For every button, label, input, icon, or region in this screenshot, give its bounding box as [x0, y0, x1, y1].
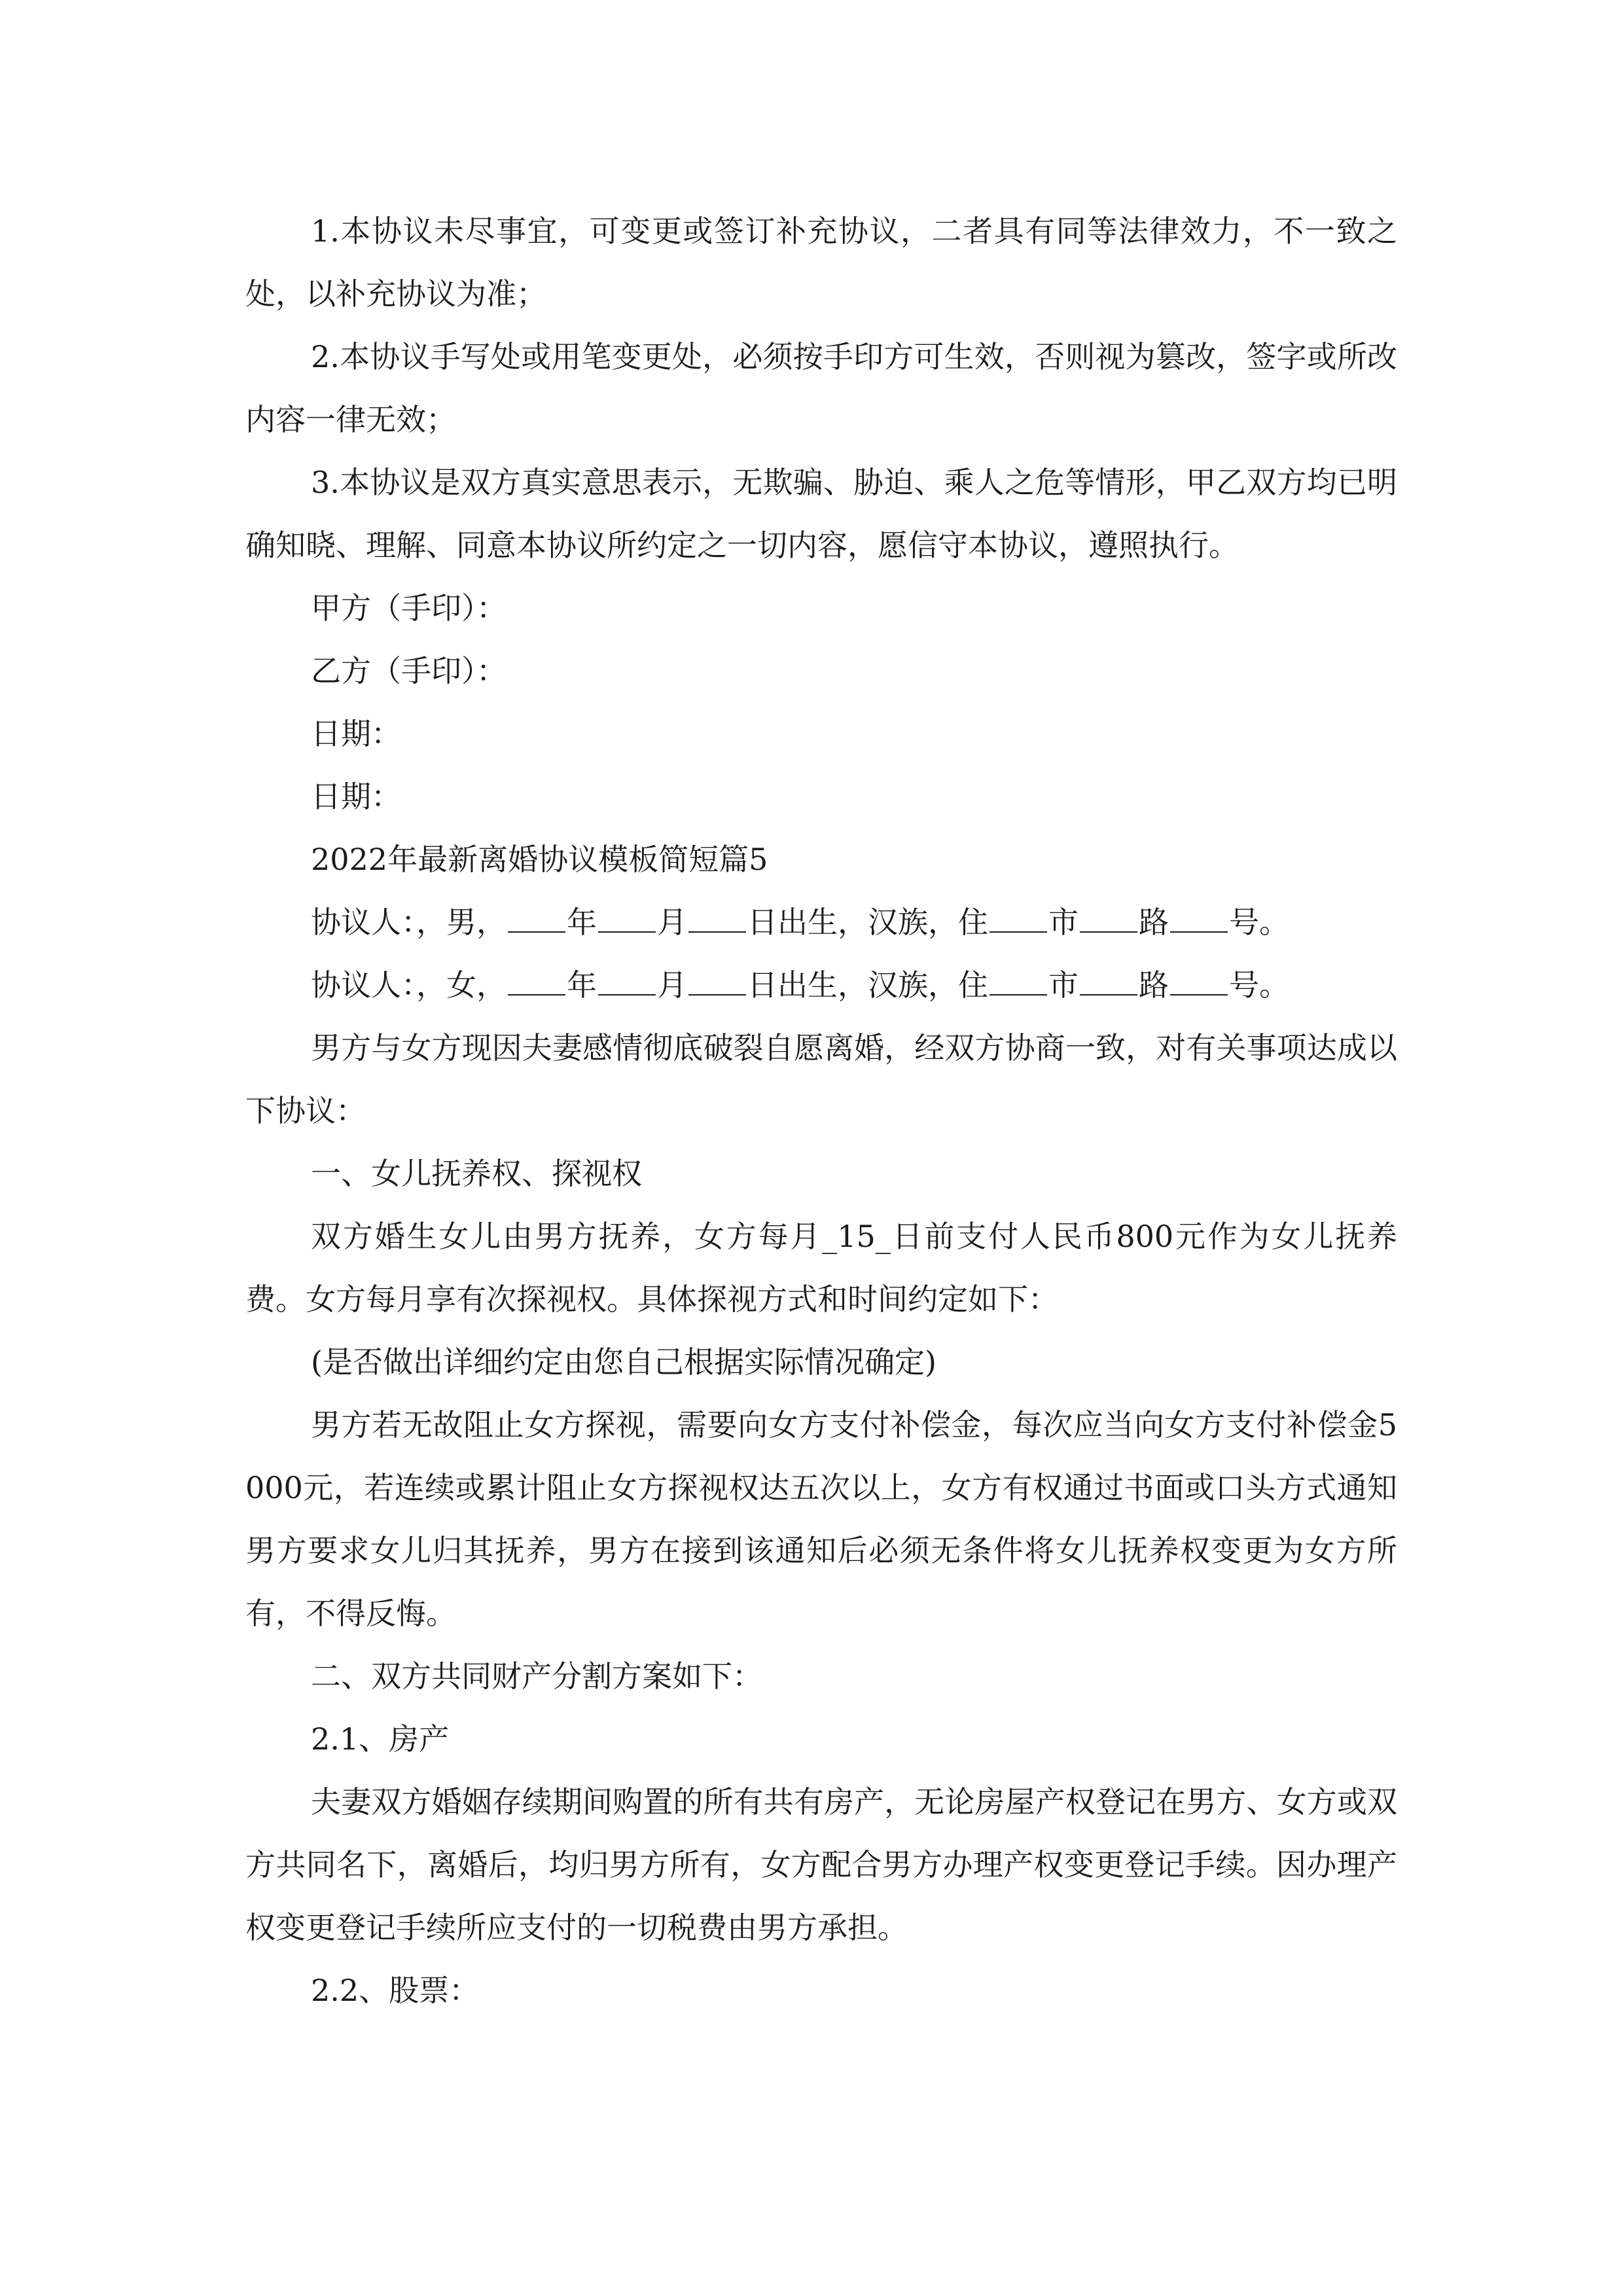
- blank-field: [688, 971, 746, 996]
- blank-field: [990, 908, 1047, 933]
- city-label: 市: [1048, 967, 1079, 1003]
- blank-field: [598, 908, 656, 933]
- year-label: 年: [567, 967, 597, 1003]
- road-label: 路: [1139, 967, 1169, 1003]
- clause-2: 2.本协议手写处或用笔变更处，必须按手印方可生效，否则视为篡改，签字或所改内容一律无效；: [245, 339, 1397, 437]
- number-label: 号。: [1229, 967, 1289, 1003]
- party-a-signature: 甲方（手印）：: [311, 590, 507, 626]
- number-label: 号。: [1229, 905, 1289, 940]
- day-label: 日出生，汉族，住: [747, 905, 988, 940]
- month-label: 月: [657, 967, 687, 1003]
- blank-field: [990, 971, 1047, 996]
- section-heading-property: 二、双方共同财产分割方案如下：: [311, 1659, 762, 1694]
- custody-note: (是否做出详细约定由您自己根据实际情况确定): [311, 1344, 936, 1380]
- party-prefix: 协议人：，女，: [311, 967, 507, 1003]
- date-line: 日期：: [311, 779, 401, 814]
- custody-paragraph: 双方婚生女儿由男方抚养，女方每月_15_日前支付人民币800元作为女儿抚养费。女方每月享有次探视权。具体探视方式和时间约定如下：: [245, 1219, 1397, 1317]
- blank-field: [508, 908, 565, 933]
- party-b-signature: 乙方（手印）：: [311, 653, 507, 689]
- visitation-paragraph: 男方若无故阻止女方探视，需要向女方支付补偿金，每次应当向女方支付补偿金5000元，若连续或累计阻止女方探视权达五次以上，女方有权通过书面或口头方式通知男方要求女儿归其抚养，男方在接到该通知后必须无条件将女儿抚养权变更为女方所有，不得反悔。: [245, 1407, 1397, 1631]
- blank-field: [1170, 971, 1228, 996]
- city-label: 市: [1048, 905, 1079, 940]
- blank-field: [1080, 971, 1137, 996]
- clause-1: 1.本协议未尽事宜，可变更或签订补充协议，二者具有同等法律效力，不一致之处，以补充协议为准；: [245, 213, 1397, 312]
- section-title: 2022年最新离婚协议模板简短篇5: [311, 842, 768, 877]
- preamble: 男方与女方现因夫妻感情彻底破裂自愿离婚，经双方协商一致，对有关事项达成以下协议：: [245, 1030, 1397, 1128]
- road-label: 路: [1139, 905, 1169, 940]
- party-prefix: 协议人：，男，: [311, 905, 507, 940]
- blank-field: [1170, 908, 1228, 933]
- section-heading-custody: 一、女儿抚养权、探视权: [311, 1156, 642, 1191]
- month-label: 月: [657, 905, 687, 940]
- blank-field: [1080, 908, 1137, 933]
- subsection-stocks: 2.2、股票：: [311, 1973, 480, 2008]
- day-label: 日出生，汉族，住: [747, 967, 988, 1003]
- blank-field: [688, 908, 746, 933]
- party-line-male: [245, 891, 1397, 954]
- clause-3: 3.本协议是双方真实意思表示，无欺骗、胁迫、乘人之危等情形，甲乙双方均已明确知晓、理解、同意本协议所约定之一切内容，愿信守本协议，遵照执行。: [245, 465, 1397, 563]
- subsection-real-estate: 2.1、房产: [311, 1721, 450, 1757]
- party-line-female: [245, 954, 1397, 1016]
- year-label: 年: [567, 905, 597, 940]
- blank-field: [598, 971, 656, 996]
- blank-field: [508, 971, 565, 996]
- real-estate-paragraph: 夫妻双方婚姻存续期间购置的所有共有房产，无论房屋产权登记在男方、女方或双方共同名下，离婚后，均归男方所有，女方配合男方办理产权变更登记手续。因办理产权变更登记手续所应支付的一切税费由男方承担。: [245, 1784, 1397, 1945]
- date-line: 日期：: [311, 716, 401, 751]
- document-body: [245, 200, 1397, 2022]
